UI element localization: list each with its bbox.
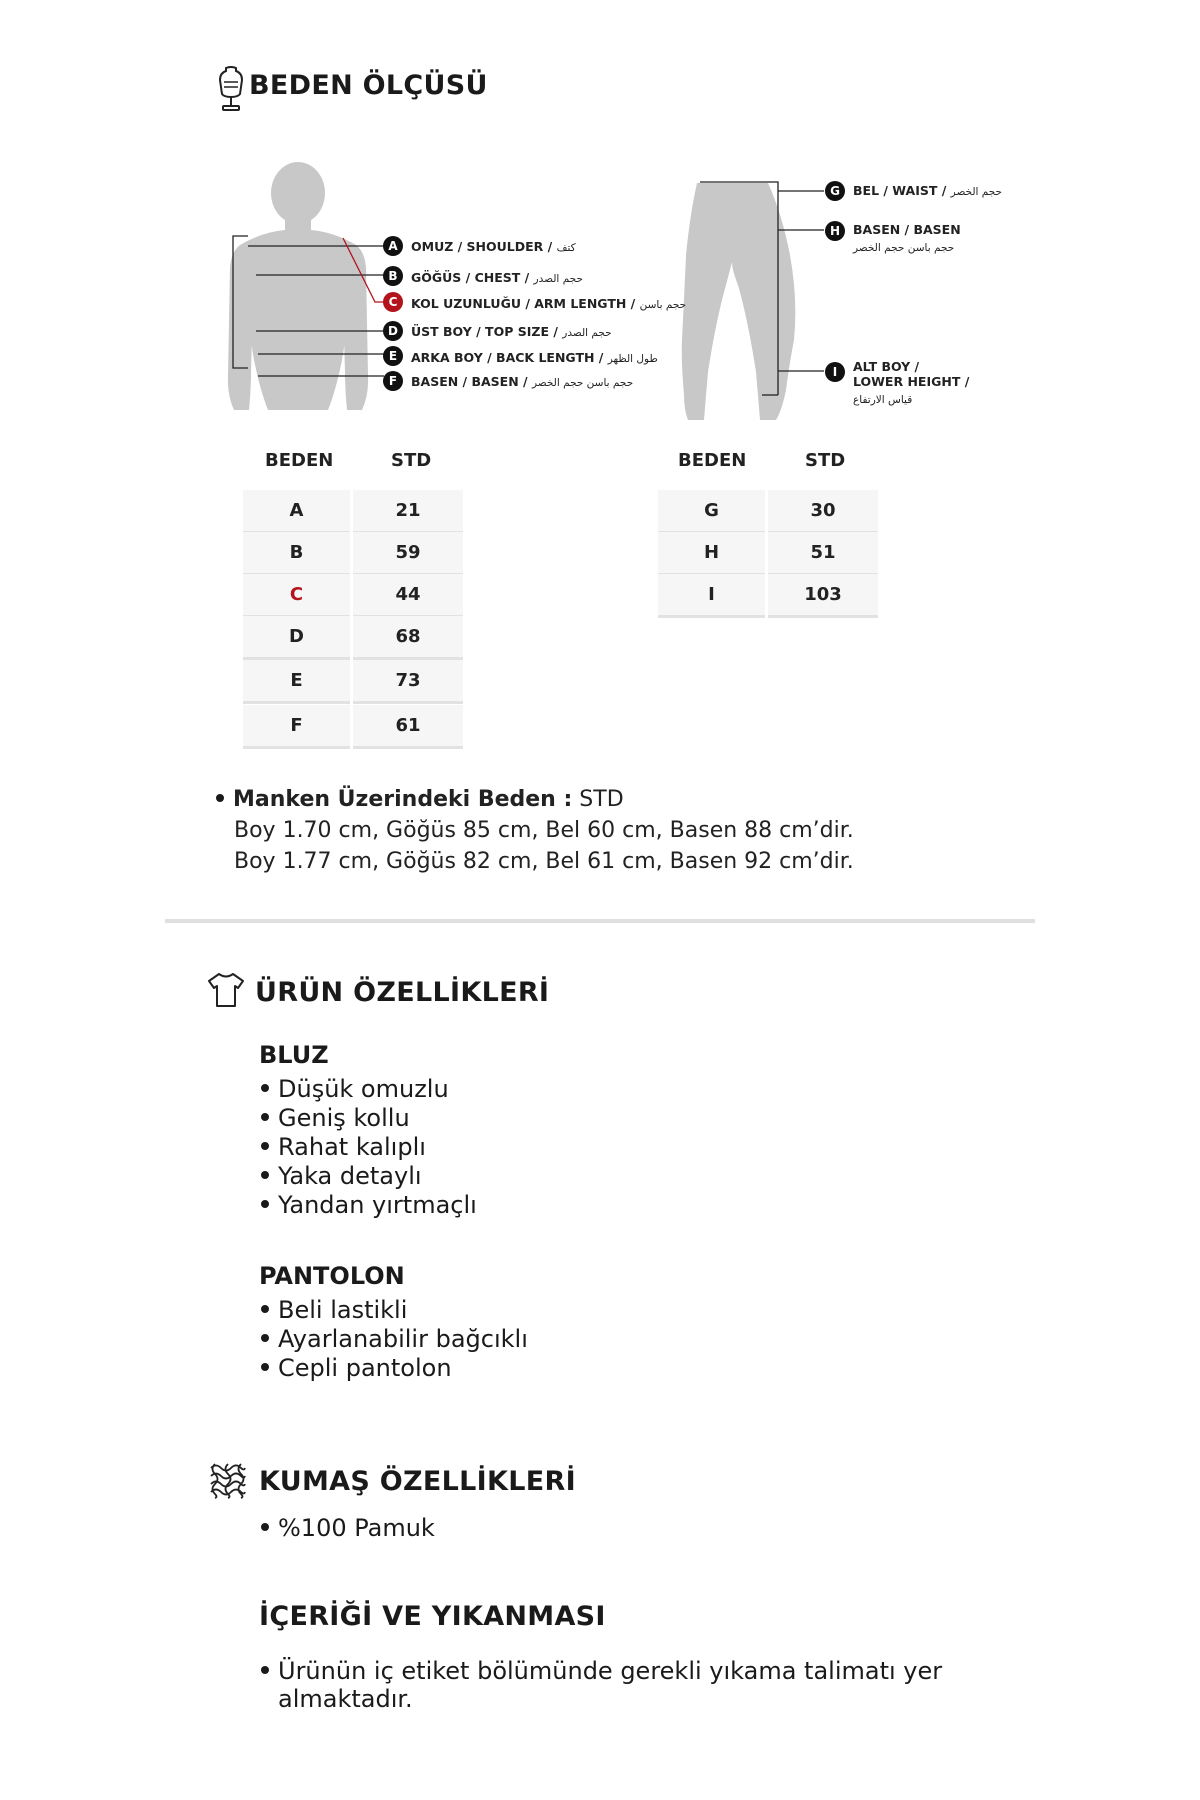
label-basen: BASEN / BASEN (853, 222, 961, 237)
table-cell-key: F (243, 705, 350, 749)
care-title: İÇERİĞİ VE YIKANMASI (259, 1601, 606, 1632)
label-hip: BASEN / BASEN / حجم باسن حجم الخصر (411, 374, 634, 389)
table-cell-value: 59 (353, 532, 463, 576)
size-diagram (0, 0, 1200, 430)
list-item: %100 Pamuk (261, 1514, 435, 1542)
model-size-line: Manken Üzerindeki Beden : STD (216, 787, 624, 812)
table-cell-key: I (658, 574, 765, 618)
table-cell-value: 21 (353, 490, 463, 534)
badge-c: C (383, 292, 403, 312)
label-shoulder: OMUZ / SHOULDER / كتف (411, 239, 576, 254)
table-cell-value: 61 (353, 705, 463, 749)
label-lower-height-1: ALT BOY / (853, 359, 920, 374)
table-cell-value: 51 (768, 532, 878, 576)
label-lower-height-ar: قياس الارتفاع (853, 394, 913, 406)
model-measure-line-2: Boy 1.77 cm, Göğüs 82 cm, Bel 61 cm, Basen 92 cm’dir. (234, 849, 854, 874)
table-header-size: BEDEN (265, 450, 334, 471)
list-item: Geniş kollu (261, 1104, 410, 1132)
badge-e: E (383, 346, 403, 366)
fabric-features-title: KUMAŞ ÖZELLİKLERİ (259, 1466, 576, 1497)
care-line-continuation: almaktadır. (278, 1685, 413, 1713)
badge-f: F (383, 371, 403, 391)
blouse-subtitle: BLUZ (259, 1041, 329, 1069)
table-cell-value: 30 (768, 490, 878, 534)
list-item: Ürünün iç etiket bölümünde gerekli yıkama talimatı yer (261, 1657, 942, 1685)
table-cell-key: E (243, 660, 350, 704)
table-header-size: BEDEN (678, 450, 747, 471)
list-item: Ayarlanabilir bağcıklı (261, 1325, 528, 1353)
table-cell-key: A (243, 490, 350, 534)
label-lower-height-2: LOWER HEIGHT / (853, 374, 970, 389)
table-header-std: STD (805, 450, 846, 471)
label-waist: BEL / WAIST / حجم الخصر (853, 183, 1003, 198)
tshirt-icon (207, 971, 245, 1013)
table-cell-key: G (658, 490, 765, 534)
table-cell-key: D (243, 616, 350, 660)
label-top-size: ÜST BOY / TOP SIZE / حجم الصدر (411, 324, 612, 339)
table-header-std: STD (391, 450, 432, 471)
list-item: Rahat kalıplı (261, 1133, 426, 1161)
upper-body-silhouette (228, 162, 368, 410)
table-cell-key: H (658, 532, 765, 576)
badge-a: A (383, 236, 403, 256)
list-item: Cepli pantolon (261, 1354, 452, 1382)
badge-h: H (825, 221, 845, 241)
table-cell-value: 73 (353, 660, 463, 704)
table-cell-value: 44 (353, 574, 463, 618)
badge-d: D (383, 321, 403, 341)
label-back-length: ARKA BOY / BACK LENGTH / طول الظهر (411, 350, 658, 365)
product-features-title: ÜRÜN ÖZELLİKLERİ (255, 977, 550, 1008)
badge-g: G (825, 181, 845, 201)
badge-i: I (825, 362, 845, 382)
size-guide-title: BEDEN ÖLÇÜSÜ (249, 70, 488, 101)
list-item: Düşük omuzlu (261, 1075, 449, 1103)
badge-b: B (383, 266, 403, 286)
section-divider (165, 919, 1035, 923)
label-arm-length: KOL UZUNLUĞU / ARM LENGTH / حجم باسن (411, 296, 687, 311)
bullet (216, 794, 224, 802)
table-cell-value: 68 (353, 616, 463, 660)
table-cell-key: B (243, 532, 350, 576)
label-basen-ar: حجم باسن حجم الخصر (853, 242, 955, 254)
label-chest: GÖĞÜS / CHEST / حجم الصدر (411, 270, 583, 285)
table-cell-key: C (243, 574, 350, 618)
table-cell-value: 103 (768, 574, 878, 618)
pants-subtitle: PANTOLON (259, 1262, 405, 1290)
model-measure-line-1: Boy 1.70 cm, Göğüs 85 cm, Bel 60 cm, Basen 88 cm’dir. (234, 818, 854, 843)
fabric-icon (209, 1462, 247, 1504)
list-item: Yaka detaylı (261, 1162, 422, 1190)
list-item: Beli lastikli (261, 1296, 407, 1324)
list-item: Yandan yırtmaçlı (261, 1191, 477, 1219)
